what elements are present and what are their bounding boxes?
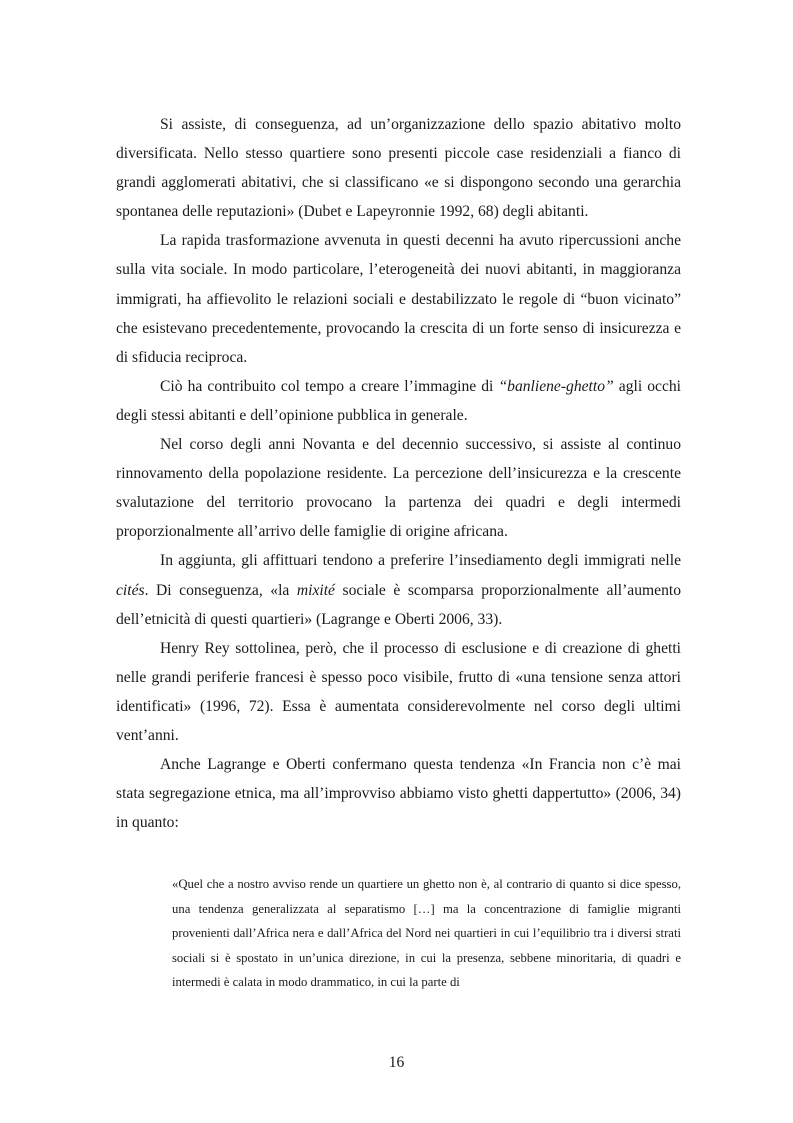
paragraph-text-end: agli occhi degli stessi abitanti e dell’opinione pubblica in generale. [116,377,682,424]
paragraph-text-middle: . Di conseguenza, «la [144,581,297,599]
page-body [116,110,681,837]
paragraph-lagrange-oberti: Anche Lagrange e Oberti confermano questa tendenza «In Francia non c’è mai stata segregazione etnica, ma all’improvviso abbiamo visto ghetti dappertutto» (2006, 34) in quanto: [116,756,681,832]
block-quote: «Quel che a nostro avviso rende un quartiere un ghetto non è, al contrario di quanto si dice spesso, una tendenza generalizzata al separatismo […] ma la concentrazione di famiglie migranti provenienti dall’Africa nera e dall’Africa del Nord nei quartieri in cui l’equilibrio tra i diversi strati sociali si è spostato in un’unica direzione, in cui la presenza, sebbene minoritaria, di quadri e intermedi è calata in modo drammatico, in cui la parte di [172,877,681,990]
paragraph-henry-rey: Henry Rey sottolinea, però, che il processo di esclusione e di creazione di ghetti nelle grandi periferie francesi è spesso poco visibile, frutto di «una tensione senza attori identificati» (1996, 72). Essa è aumentata considerevolmente nel corso degli ultimi vent’anni. [116,639,681,744]
emphasis-banliene-ghetto: “banliene-ghetto” [498,377,614,395]
emphasis-cites: cités [116,581,145,599]
paragraph-text-start: In aggiunta, gli affittuari tendono a preferire l’insediamento degli immigrati nelle [160,552,681,570]
paragraph-spazio-abitativo: Si assiste, di conseguenza, ad un’organizzazione dello spazio abitativo molto diversificata. Nello stesso quartiere sono presenti piccole case residenziali a fianco di grandi agglomerati abitativi, che si classificano «e si dispongono secondo una gerarchia spontanea delle reputazioni» (Dubet e Lapeyronnie 1992, 68) degli abitanti. [116,116,681,221]
paragraph-banliene-ghetto [116,372,681,430]
page-number: 16 [388,1054,405,1071]
paragraph-affittuari [116,546,681,633]
emphasis-mixite: mixité [296,581,335,599]
paragraph-trasformazione: La rapida trasformazione avvenuta in questi decenni ha avuto ripercussioni anche sulla vita sociale. In modo particolare, l’eterogeneità dei nuovi abitanti, in maggioranza immigrati, ha affievolito le relazioni sociali e destabilizzato le regole di “buon vicinato” che esistevano precedentemente, provocando la crescita di un forte senso di insicurezza e di sfiducia reciproca. [116,232,681,366]
paragraph-text-start: Ciò ha contribuito col tempo a creare l’immagine di [160,377,499,395]
paragraph-text-end: sociale è scomparsa proporzionalmente all’aumento dell’etnicità di questi quartieri» (Lagrange e Oberti 2006, 33). [116,581,681,628]
paragraph-rinnovamento: Nel corso degli anni Novanta e del decennio successivo, si assiste al continuo rinnovamento della popolazione residente. La percezione dell’insicurezza e la crescente svalutazione del territorio provocano la partenza dei quadri e degli intermedi proporzionalmente all’arrivo delle famiglie di origine africana. [116,436,681,541]
